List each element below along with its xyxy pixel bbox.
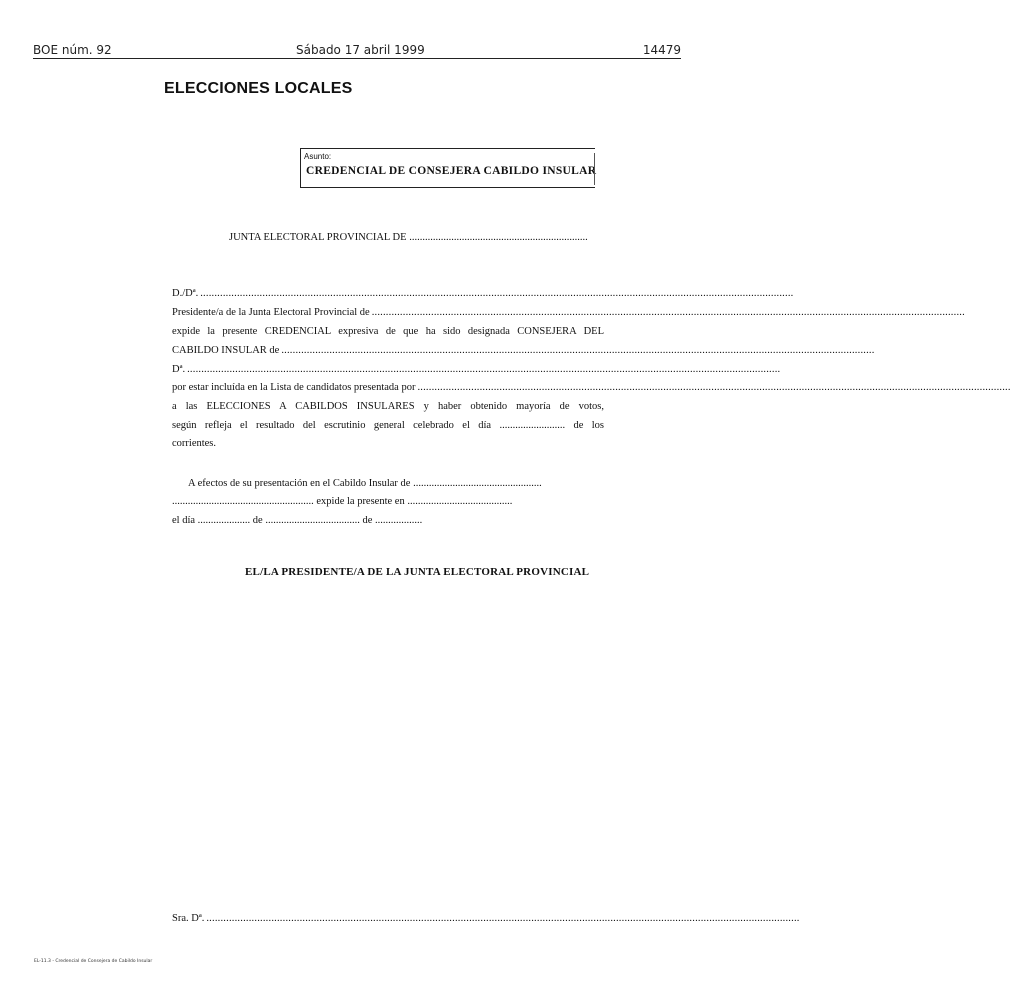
line-text: Presidente/a de la Junta Electoral Provincial de	[172, 307, 370, 318]
junta-fill-dots: ....................................................................	[409, 232, 588, 243]
fill-dots: ..................................................................................................................................................................................................................	[371, 307, 965, 318]
line-text: Dª.	[172, 364, 186, 375]
line-text: CABILDO INSULAR de	[172, 345, 280, 356]
signature-line: EL/LA PRESIDENTE/A DE LA JUNTA ELECTORAL PROVINCIAL	[245, 566, 590, 578]
asunto-label: Asunto:	[304, 152, 332, 161]
line-presentacion-2: ...................................................... expide la presente en ........................................	[172, 496, 513, 507]
line-lista	[172, 382, 1011, 393]
asunto-box	[300, 148, 595, 188]
page-title: ELECCIONES LOCALES	[164, 80, 353, 97]
line-text: D./Dª.	[172, 288, 199, 299]
line-presentacion-3: el día .................... de .................................... de ..................	[172, 515, 423, 526]
line-presidente	[172, 307, 965, 318]
line-escrutinio: según refleja el resultado del escrutinio general celebrado el día ......................... de los	[172, 420, 604, 431]
line-dd	[172, 288, 794, 299]
asunto-box-edge	[594, 153, 595, 185]
form-code: EL-11.3 - Credencial de Consejera de Cabildo Insular	[34, 959, 153, 964]
line-expide: expide la presente CREDENCIAL expresiva de que ha sido designada CONSEJERA DEL	[172, 326, 604, 337]
line-elecciones: a las ELECCIONES A CABILDOS INSULARES y haber obtenido mayoría de votos,	[172, 401, 604, 412]
gazette-issue: BOE núm. 92	[33, 43, 112, 57]
junta-text: JUNTA ELECTORAL PROVINCIAL DE	[229, 232, 407, 243]
line-text: Sra. Dª.	[172, 913, 205, 924]
asunto-value: CREDENCIAL DE CONSEJERA CABILDO INSULAR	[306, 165, 597, 177]
fill-dots: ..................................................................................................................................................................................................................	[187, 364, 781, 375]
line-cabildo	[172, 345, 875, 356]
fill-dots: ..................................................................................................................................................................................................................	[417, 382, 1011, 393]
publication-date: Sábado 17 abril 1999	[296, 43, 425, 57]
junta-line	[229, 232, 588, 243]
fill-dots: ..................................................................................................................................................................................................................	[281, 345, 875, 356]
fill-dots: ..................................................................................................................................................................................................................	[206, 913, 800, 924]
sra-line	[172, 913, 800, 924]
page-header	[33, 38, 681, 59]
line-corrientes: corrientes.	[172, 438, 217, 449]
line-da	[172, 364, 781, 375]
line-presentacion-1: A efectos de su presentación en el Cabildo Insular de .................................................	[188, 478, 542, 489]
page-number: 14479	[642, 43, 681, 57]
fill-dots: ..................................................................................................................................................................................................................	[200, 288, 794, 299]
line-text: por estar incluída en la Lista de candidatos presentada por	[172, 382, 416, 393]
